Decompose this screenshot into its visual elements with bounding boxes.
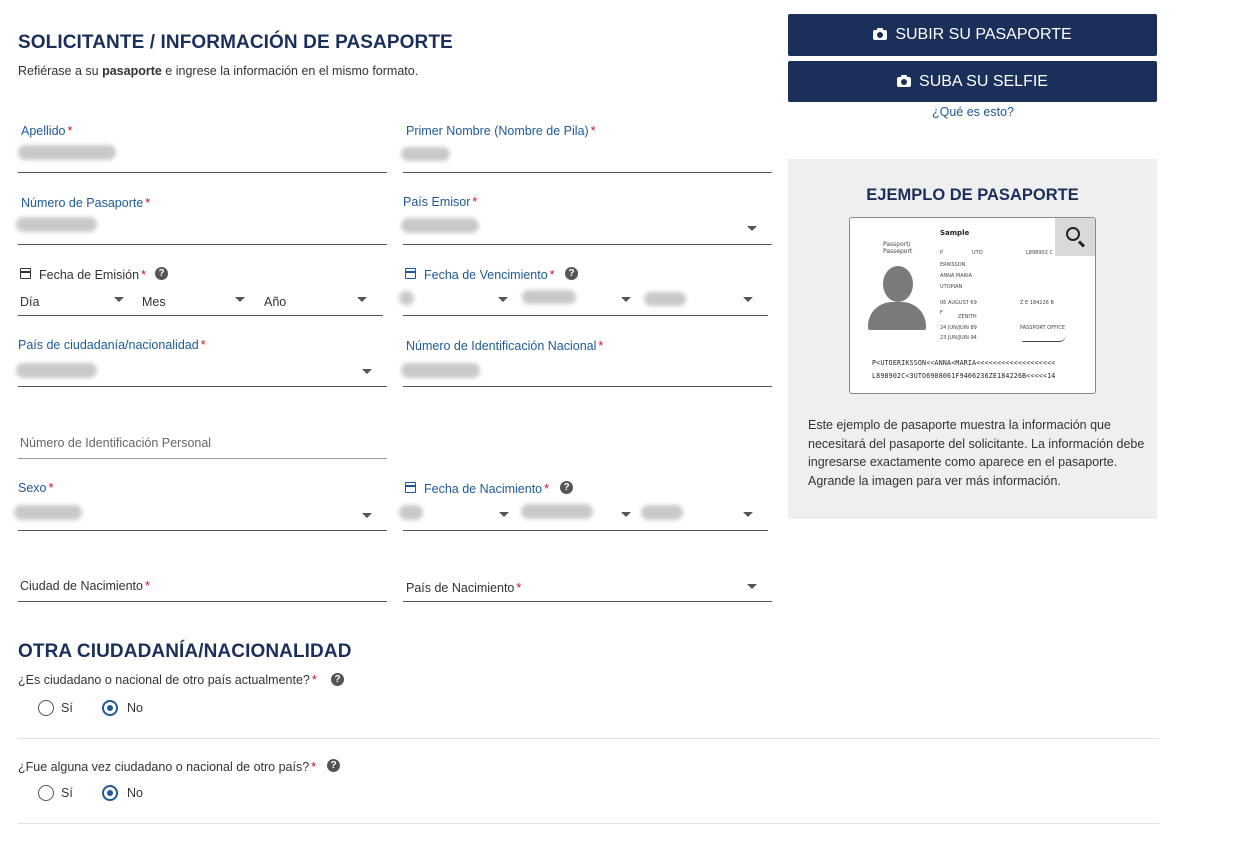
passport-code: UTO [972,250,983,256]
page-subtitle: Refiérase a su pasaporte e ingrese la información en el mismo formato. [18,64,419,78]
apellido-value-redacted [18,145,116,160]
passport-personal-no: Z E 184226 B [1020,300,1054,306]
passport-sex: F [940,310,943,316]
passport-expiry-date: 23 JUN/JUIN 94 [940,335,977,341]
search-icon [1066,227,1080,241]
radio-ever-no[interactable] [102,785,118,801]
numero-id-nacional-value-redacted [401,363,480,378]
pais-ciudadania-label: País de ciudadanía/nacionalidad * [18,338,206,352]
vencimiento-day-redacted [399,291,414,305]
divider [18,823,1159,824]
radio-ever-no-label: No [127,786,143,800]
passport-nationality: UTOPIAN [940,284,963,290]
nacimiento-day-redacted [399,505,423,520]
radio-ever-yes-label: Sí [61,786,73,800]
question-current-citizen: ¿Es ciudadano o nacional de otro país actualmente? * [18,673,317,687]
fecha-vencimiento-underline [403,315,768,316]
chevron-down-icon[interactable] [747,584,757,589]
calendar-icon [405,268,416,279]
primer-nombre-label: Primer Nombre (Nombre de Pila) * [406,124,596,138]
chevron-down-icon[interactable] [621,297,631,302]
sexo-value-redacted [14,505,82,520]
help-icon[interactable]: ? [155,267,168,280]
fecha-nacimiento-label: Fecha de Nacimiento * [424,482,549,496]
numero-pasaporte-value-redacted [16,217,97,232]
passport-signature [1022,335,1066,342]
fecha-vencimiento-label: Fecha de Vencimiento * [424,268,555,282]
passport-authority: PASSPORT OFFICE [1020,325,1065,331]
fecha-emision-label: Fecha de Emisión * [39,268,146,282]
apellido-label: Apellido * [21,124,73,138]
passport-type: P [940,250,944,256]
passport-issue-date: 24 JUN/JUIN 89 [940,325,977,331]
zoom-button[interactable] [1055,218,1095,256]
help-icon[interactable]: ? [327,759,340,772]
radio-ever-yes[interactable] [38,785,54,801]
divider [18,738,1159,739]
passport-side-label: Passeport [883,248,913,255]
numero-id-personal-input[interactable] [18,458,387,459]
nacimiento-month-redacted [521,504,593,519]
ciudad-nacimiento-label: Ciudad de Nacimiento * [20,579,150,593]
sexo-select[interactable] [18,530,387,531]
passport-photo-placeholder [868,258,926,330]
numero-id-nacional-input[interactable] [403,386,772,387]
pais-emisor-value-redacted [401,218,479,233]
chevron-down-icon[interactable] [743,297,753,302]
numero-pasaporte-label: Número de Pasaporte * [21,196,151,210]
passport-birth-date: 06 AUGUST 69 [940,300,977,306]
primer-nombre-value-redacted [401,147,450,161]
fecha-emision-underline [18,315,383,316]
upload-selfie-button[interactable] [788,61,1157,102]
chevron-down-icon[interactable] [743,512,753,517]
passport-mrz-line-2: L898902C<3UTO6908061F9406236ZE184226B<<<<<14 [872,372,1056,380]
chevron-down-icon[interactable] [362,369,372,374]
numero-id-nacional-label: Número de Identificación Nacional * [406,339,604,353]
chevron-down-icon[interactable] [362,513,372,518]
passport-surname: ERIKSSON [940,262,966,268]
upload-passport-button[interactable] [788,14,1157,56]
pais-nacimiento-select[interactable] [403,601,772,602]
chevron-down-icon[interactable] [235,297,245,302]
sexo-label: Sexo * [18,481,54,495]
chevron-down-icon[interactable] [747,226,757,231]
radio-current-no-label: No [127,701,143,715]
help-icon[interactable]: ? [565,267,578,280]
emision-year-select[interactable]: Año [264,295,287,309]
upload-selfie-label: SUBA SU SELFIE [919,72,1048,90]
primer-nombre-input[interactable] [403,172,772,173]
other-citizenship-title: OTRA CIUDADANÍA/NACIONALIDAD [18,641,352,662]
pais-ciudadania-select[interactable] [18,386,387,387]
emision-month-select[interactable]: Mes [142,295,166,309]
passport-birth-place: ZENITH [958,314,977,320]
chevron-down-icon[interactable] [114,297,124,302]
vencimiento-month-redacted [522,290,576,304]
passport-heading: Sample [940,229,970,237]
passport-side-label: Passport/ [883,241,911,248]
passport-number: L898902 C [1026,250,1053,256]
passport-mrz-line-1: P<UTOERIKSSON<<ANNA<MARIA<<<<<<<<<<<<<<<<<<< [872,359,1056,367]
apellido-input[interactable] [18,172,387,173]
radio-current-yes[interactable] [38,700,54,716]
camera-icon [873,30,887,40]
numero-pasaporte-input[interactable] [18,244,387,245]
help-icon[interactable]: ? [331,673,344,686]
vencimiento-year-redacted [644,292,686,306]
numero-id-personal-label: Número de Identificación Personal [20,436,212,450]
example-title: EJEMPLO DE PASAPORTE [866,186,1079,204]
page-title: SOLICITANTE / INFORMACIÓN DE PASAPORTE [18,32,453,53]
fecha-nacimiento-underline [403,530,768,531]
question-ever-citizen: ¿Fue alguna vez ciudadano o nacional de otro país? * [18,760,317,774]
what-is-this-link[interactable]: ¿Qué es esto? [932,105,1014,119]
pais-emisor-label: País Emisor * [403,195,478,209]
chevron-down-icon[interactable] [357,297,367,302]
pais-emisor-select[interactable] [403,244,772,245]
radio-current-yes-label: Sí [61,701,73,715]
pais-ciudadania-value-redacted [16,363,97,378]
passport-given-names: ANNA MARIA [940,273,973,279]
help-icon[interactable]: ? [560,481,573,494]
calendar-icon [20,268,31,279]
pais-nacimiento-label: País de Nacimiento * [406,581,522,595]
ciudad-nacimiento-input[interactable] [18,601,387,602]
calendar-icon [405,482,416,493]
upload-passport-label: SUBIR SU PASAPORTE [895,26,1072,43]
passport-sample-image[interactable] [849,217,1096,394]
chevron-down-icon[interactable] [499,512,509,517]
chevron-down-icon[interactable] [621,512,631,517]
nacimiento-year-redacted [641,505,683,520]
example-description: Este ejemplo de pasaporte muestra la información que necesitará del pasaporte del solicitante. La información debe ingresarse exactamente como aparece en el pasaporte. Agrande la imagen para ver más información. [808,418,1145,488]
radio-current-no[interactable] [102,700,118,716]
emision-day-select[interactable]: Día [20,295,40,309]
camera-icon [897,77,911,87]
chevron-down-icon[interactable] [498,297,508,302]
